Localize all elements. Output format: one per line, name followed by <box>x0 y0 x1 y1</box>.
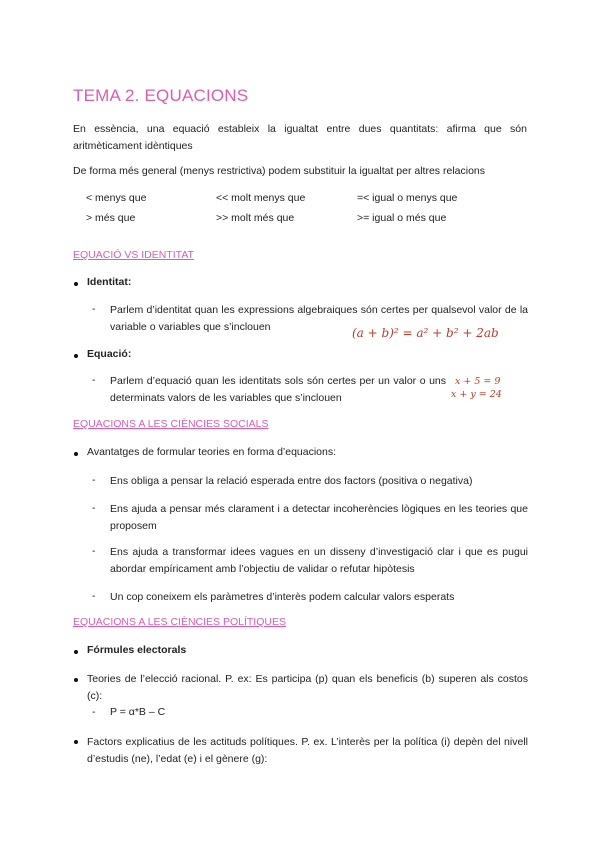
avantatge-item-4: Un cop coneixem els paràmetres d’interès podem calcular valors esperats <box>110 591 455 603</box>
bullet-dot <box>74 354 78 358</box>
bullet-dot <box>74 650 78 654</box>
intro-paragraph-1: En essència, una equació estableix la igualtat entre dues quantitats: afirma que són aritmèticament idèntiques <box>73 123 527 152</box>
relation-less: < menys que <box>86 192 147 204</box>
dash-marker: - <box>92 545 96 557</box>
relation-more-equal: >= igual o més que <box>357 212 447 224</box>
dash-marker: - <box>92 590 96 602</box>
bullet-dot <box>74 678 78 682</box>
avantatges-bullet: Avantatges de formular teories en forma d’equacions: <box>87 446 337 458</box>
equacio-text: Parlem d’equació quan les identitats sols són certes per un valor o uns determinats valors de les variables que s’inclouen <box>110 375 446 404</box>
avantatge-item-2: Ens ajuda a pensar més clarament i a detectar incoherències lògiques en les teories que proposem <box>110 503 528 532</box>
avantatge-item-3: Ens ajuda a transformar idees vagues en un disseny d’investigació clar i que es pugui abordar empíricament amb l’objectiu de validar o refutar hipòtesis <box>110 546 528 575</box>
intro-paragraph-2: De forma més general (menys restrictiva) podem substituir la igualtat per altres relacions <box>73 165 485 177</box>
dash-marker: - <box>92 502 96 514</box>
identitat-text: Parlem d’identitat quan les expressions algebraiques són certes per qualsevol valor de la variable o variables que s’inclouen <box>110 304 528 333</box>
page-title: TEMA 2. EQUACIONS <box>73 86 249 105</box>
actituds-politiques-text: Factors explicatius de les actituds polítiques. P. ex. L’interès per la política (i) depèn del nivell d’estudis (ne), l’edat (e) i el gènere (g): <box>87 736 528 765</box>
dash-marker: - <box>92 474 96 486</box>
dash-marker: - <box>92 374 96 386</box>
bullet-dot <box>74 740 78 744</box>
section-heading-ciencies-politiques: EQUACIONS A LES CIÈNCIES POLÍTIQUES <box>73 616 286 628</box>
equacio-formula-2: x + y = 24 <box>451 389 502 400</box>
avantatge-item-1: Ens obliga a pensar la relació esperada entre dos factors (positiva o negativa) <box>110 475 473 487</box>
section-heading-equacio-identitat: EQUACIÓ VS IDENTITAT <box>73 249 194 261</box>
relation-much-less: << molt menys que <box>216 192 306 204</box>
relation-much-more: >> molt més que <box>216 212 295 224</box>
dash-marker: - <box>92 303 96 315</box>
relation-less-equal: =< igual o menys que <box>357 192 458 204</box>
formules-electorals: Fórmules electorals <box>87 644 187 656</box>
eleccio-racional-formula: P = α*B – C <box>110 706 166 718</box>
relation-more: > més que <box>86 212 136 224</box>
identitat-label: Identitat: <box>87 276 132 288</box>
equacio-formula-1: x + 5 = 9 <box>455 376 501 387</box>
eleccio-racional-text: Teories de l’elecció racional. P. ex: Es participa (p) quan els beneficis (b) superen als costos (c): <box>87 673 528 702</box>
bullet-dot <box>74 452 78 456</box>
equacio-label: Equació: <box>87 348 132 360</box>
identitat-formula: (a + b)² = a² + b² + 2ab <box>352 326 499 340</box>
dash-marker: - <box>92 706 96 718</box>
bullet-dot <box>74 282 78 286</box>
section-heading-ciencies-socials: EQUACIONS A LES CIÈNCIES SOCIALS <box>73 418 269 430</box>
